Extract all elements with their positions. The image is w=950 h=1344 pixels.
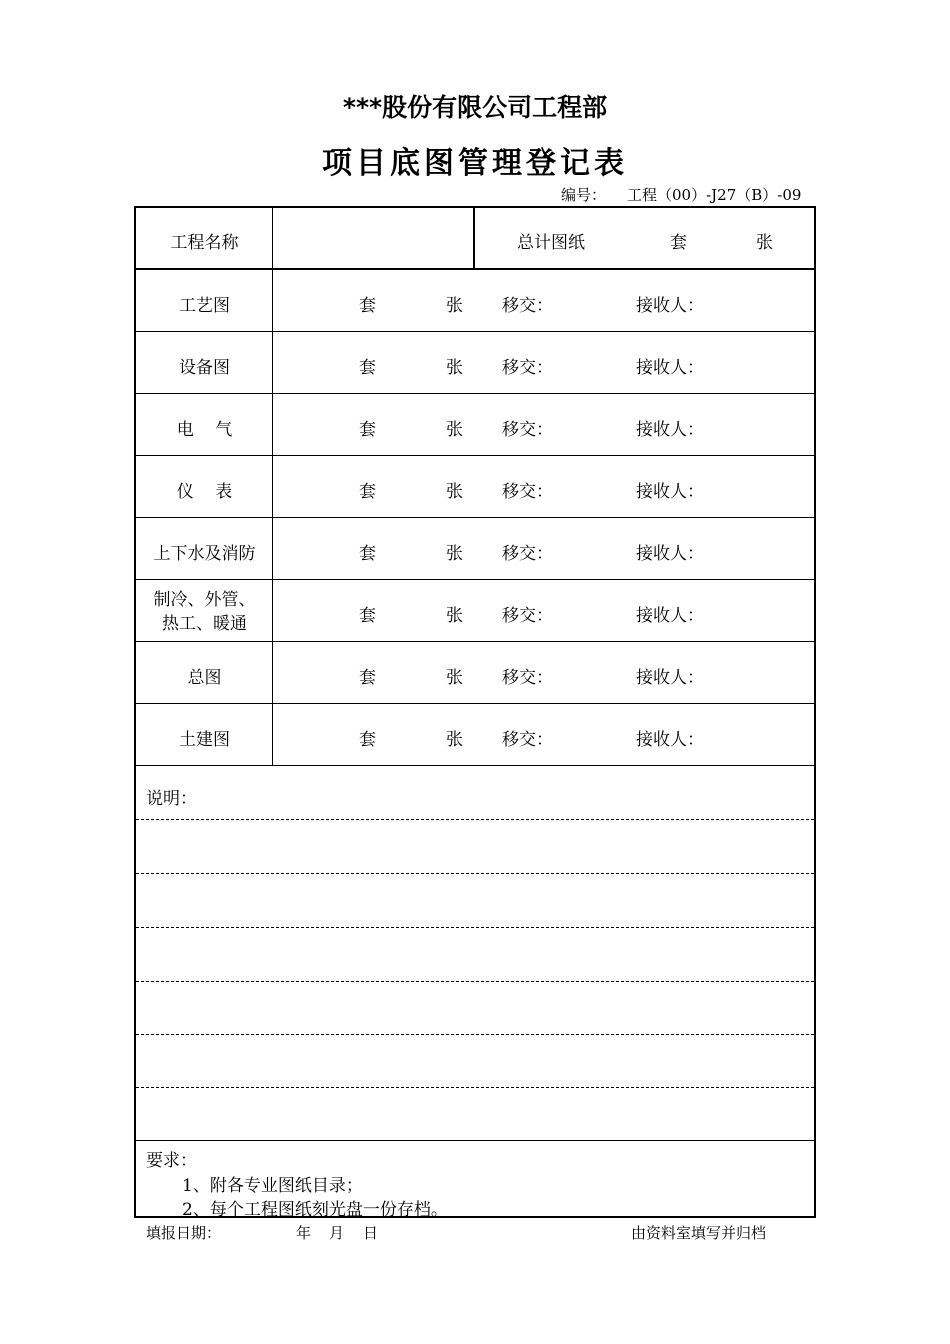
form-code-label: 编号： [561,186,607,204]
notes-label: 说明： [146,789,197,809]
set-unit: 套 [359,606,376,626]
requirement-item: 1、附各专业图纸目录； [182,1176,363,1196]
writing-line [136,873,814,874]
row-divider [136,703,814,704]
transfer-label: 移交： [502,482,553,502]
total-sheet-unit: 张 [756,233,773,253]
row-divider [136,455,814,456]
set-unit: 套 [359,482,376,502]
row-divider [136,393,814,394]
total-set-unit: 套 [670,233,687,253]
row-divider [136,1140,814,1141]
transfer-label: 移交： [502,544,553,564]
row-divider [136,765,814,766]
sheet-unit: 张 [446,606,463,626]
company-name: ***股份有限公司工程部 [342,93,608,122]
set-unit: 套 [359,358,376,378]
set-unit: 套 [359,730,376,750]
transfer-label: 移交： [502,730,553,750]
writing-line [136,819,814,820]
requirement-item: 2、每个工程图纸刻光盘一份存档。 [182,1200,448,1220]
form-code-value: 工程（00）-J27（B）-09 [627,186,802,204]
set-unit: 套 [359,668,376,688]
archive-note: 由资料室填写并归档 [631,1224,767,1242]
receiver-label: 接收人： [636,420,704,440]
writing-line [136,927,814,928]
sheet-unit: 张 [446,358,463,378]
receiver-label: 接收人： [636,482,704,502]
row-divider [136,268,814,270]
row-divider [136,517,814,518]
writing-line [136,1034,814,1035]
row-label-general-plan: 总图 [187,668,222,688]
sheet-unit: 张 [446,296,463,316]
writing-line [136,1087,814,1088]
sheet-unit: 张 [446,544,463,564]
column-divider [473,208,475,268]
set-unit: 套 [359,420,376,440]
transfer-label: 移交： [502,420,553,440]
date-day: 日 [363,1224,379,1242]
receiver-label: 接收人： [636,296,704,316]
row-label-civil: 土建图 [179,730,230,750]
row-label-hvac-line1: 制冷、外管、 [153,590,256,610]
sheet-unit: 张 [446,420,463,440]
row-label-hvac-line2: 热工、暖通 [162,614,247,634]
row-label-equipment: 设备图 [179,358,230,378]
date-month: 月 [329,1224,345,1242]
set-unit: 套 [359,544,376,564]
set-unit: 套 [359,296,376,316]
receiver-label: 接收人： [636,358,704,378]
date-year: 年 [296,1224,312,1242]
row-divider [136,641,814,642]
receiver-label: 接收人： [636,668,704,688]
sheet-unit: 张 [446,668,463,688]
total-drawings-label: 总计图纸 [517,233,585,253]
row-label-instruments: 仪 表 [176,482,233,502]
sheet-unit: 张 [446,482,463,502]
transfer-label: 移交： [502,358,553,378]
registration-table [134,206,816,1218]
row-label-electrical: 电 气 [176,420,233,440]
row-label-plumbing-fire: 上下水及消防 [153,544,256,564]
receiver-label: 接收人： [636,730,704,750]
requirements-label: 要求： [146,1151,197,1171]
project-name-label: 工程名称 [170,233,239,253]
transfer-label: 移交： [502,668,553,688]
form-title: 项目底图管理登记表 [322,146,628,181]
row-label-process: 工艺图 [179,296,230,316]
writing-line [136,981,814,982]
fill-date-label: 填报日期： [146,1224,222,1242]
row-divider [136,579,814,580]
receiver-label: 接收人： [636,544,704,564]
project-name-value[interactable] [286,228,466,252]
row-divider [136,331,814,332]
receiver-label: 接收人： [636,606,704,626]
sheet-unit: 张 [446,730,463,750]
transfer-label: 移交： [502,296,553,316]
transfer-label: 移交： [502,606,553,626]
